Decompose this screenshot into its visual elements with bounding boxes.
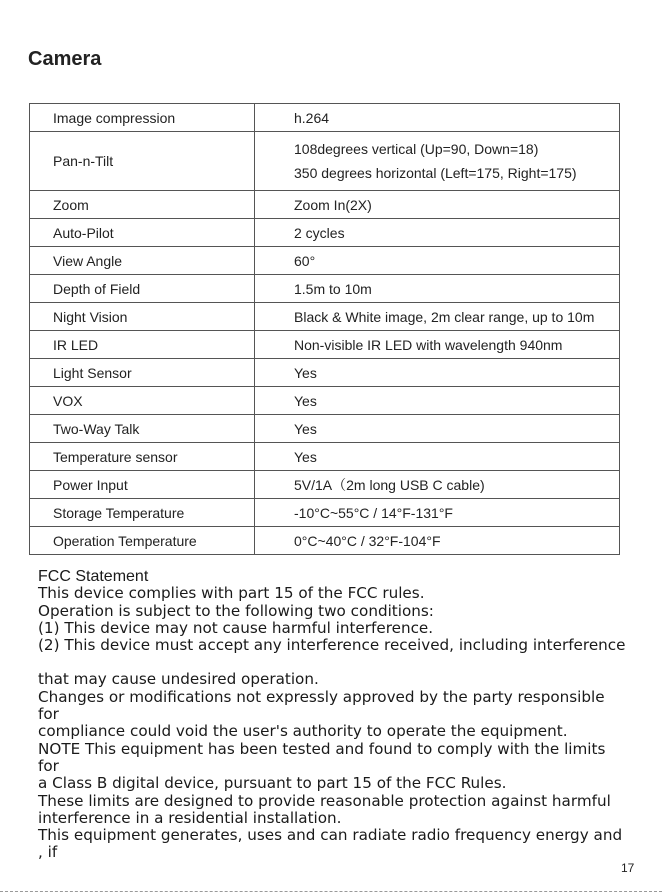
fcc-line: , if <box>38 843 58 862</box>
fcc-line: compliance could void the user's authority to operate the equipment. <box>38 722 568 741</box>
spec-value-line: Yes <box>294 392 317 409</box>
spec-value <box>255 443 620 471</box>
spec-label: Storage Temperature <box>30 499 255 527</box>
spec-value <box>255 359 620 387</box>
spec-row <box>30 104 620 132</box>
fcc-statement <box>38 568 638 862</box>
spec-value-line: Yes <box>294 364 317 381</box>
fcc-line: for <box>38 705 59 724</box>
spec-value-line: Zoom In(2X) <box>294 196 372 213</box>
spec-label: Light Sensor <box>30 359 255 387</box>
fcc-line: These limits are designed to provide reasonable protection against harmful <box>38 791 611 810</box>
section-title: Camera <box>28 48 102 70</box>
spec-row <box>30 275 620 303</box>
spec-row <box>30 219 620 247</box>
spec-label: Night Vision <box>30 303 255 331</box>
fcc-line: Operation is subject to the following two conditions: <box>38 601 434 620</box>
spec-value <box>255 499 620 527</box>
spec-value-line: 5V/1A（2m long USB C cable) <box>294 476 485 493</box>
spec-row <box>30 415 620 443</box>
spec-label: Pan-n-Tilt <box>30 132 255 191</box>
spec-row <box>30 471 620 499</box>
spec-value-line: Yes <box>294 420 317 437</box>
spec-value <box>255 219 620 247</box>
spec-label: Temperature sensor <box>30 443 255 471</box>
spec-value <box>255 415 620 443</box>
page-number: 17 <box>621 861 635 875</box>
fcc-line: interference in a residential installation. <box>38 808 342 827</box>
spec-row <box>30 331 620 359</box>
spec-value-line: 0°C~40°C / 32°F-104°F <box>294 532 441 549</box>
spec-row <box>30 132 620 191</box>
fcc-line: NOTE This equipment has been tested and found to comply with the limits <box>38 739 606 758</box>
spec-label: Zoom <box>30 191 255 219</box>
fcc-line: This equipment generates, uses and can radiate radio frequency energy and <box>38 826 623 845</box>
page-bottom-rule <box>0 891 662 892</box>
spec-label: Two-Way Talk <box>30 415 255 443</box>
spec-label: IR LED <box>30 331 255 359</box>
spec-value <box>255 191 620 219</box>
spec-value <box>255 331 620 359</box>
spec-row <box>30 443 620 471</box>
fcc-line: (1) This device may not cause harmful interference. <box>38 618 434 637</box>
spec-value-line: 108degrees vertical (Up=90, Down=18) <box>294 141 539 157</box>
spec-row <box>30 247 620 275</box>
spec-label: Depth of Field <box>30 275 255 303</box>
spec-value-line: 60° <box>294 252 316 269</box>
spec-value-line: Black & White image, 2m clear range, up to 10m <box>294 308 595 325</box>
fcc-line: a Class B digital device, pursuant to part 15 of the FCC Rules. <box>38 774 507 793</box>
fcc-title: FCC Statement <box>38 568 149 585</box>
spec-value <box>255 387 620 415</box>
fcc-line: Changes or modifications not expressly approved by the party responsible <box>38 687 605 706</box>
spec-row <box>30 303 620 331</box>
spec-label: Auto-Pilot <box>30 219 255 247</box>
spec-value <box>255 471 620 499</box>
fcc-line: (2) This device must accept any interference received, including interference <box>38 636 626 655</box>
spec-value <box>255 104 620 132</box>
fcc-body <box>38 585 638 861</box>
fcc-line: that may cause undesired operation. <box>38 670 319 689</box>
fcc-line: This device complies with part 15 of the FCC rules. <box>38 584 425 603</box>
spec-table-body <box>30 104 620 555</box>
spec-value <box>255 275 620 303</box>
spec-value <box>255 303 620 331</box>
spec-label: VOX <box>30 387 255 415</box>
spec-label: Power Input <box>30 471 255 499</box>
spec-row <box>30 499 620 527</box>
spec-value-line: h.264 <box>294 109 330 126</box>
fcc-blank-line <box>38 654 638 671</box>
spec-value-line: 350 degrees horizontal (Left=175, Right=175) <box>294 165 577 181</box>
spec-row <box>30 191 620 219</box>
spec-row <box>30 359 620 387</box>
spec-label: View Angle <box>30 247 255 275</box>
spec-label: Image compression <box>30 104 255 132</box>
spec-value-line: 2 cycles <box>294 224 345 241</box>
fcc-line: for <box>38 756 59 775</box>
spec-row <box>30 527 620 555</box>
spec-row <box>30 387 620 415</box>
spec-value-line: -10°C~55°C / 14°F-131°F <box>294 504 453 521</box>
spec-value-line: Non-visible IR LED with wavelength 940nm <box>294 336 563 353</box>
spec-table <box>29 103 620 555</box>
spec-label: Operation Temperature <box>30 527 255 555</box>
spec-value-line: Yes <box>294 448 317 465</box>
spec-value-line: 1.5m to 10m <box>294 280 372 297</box>
spec-value <box>255 247 620 275</box>
spec-value <box>255 132 620 191</box>
spec-value <box>255 527 620 555</box>
